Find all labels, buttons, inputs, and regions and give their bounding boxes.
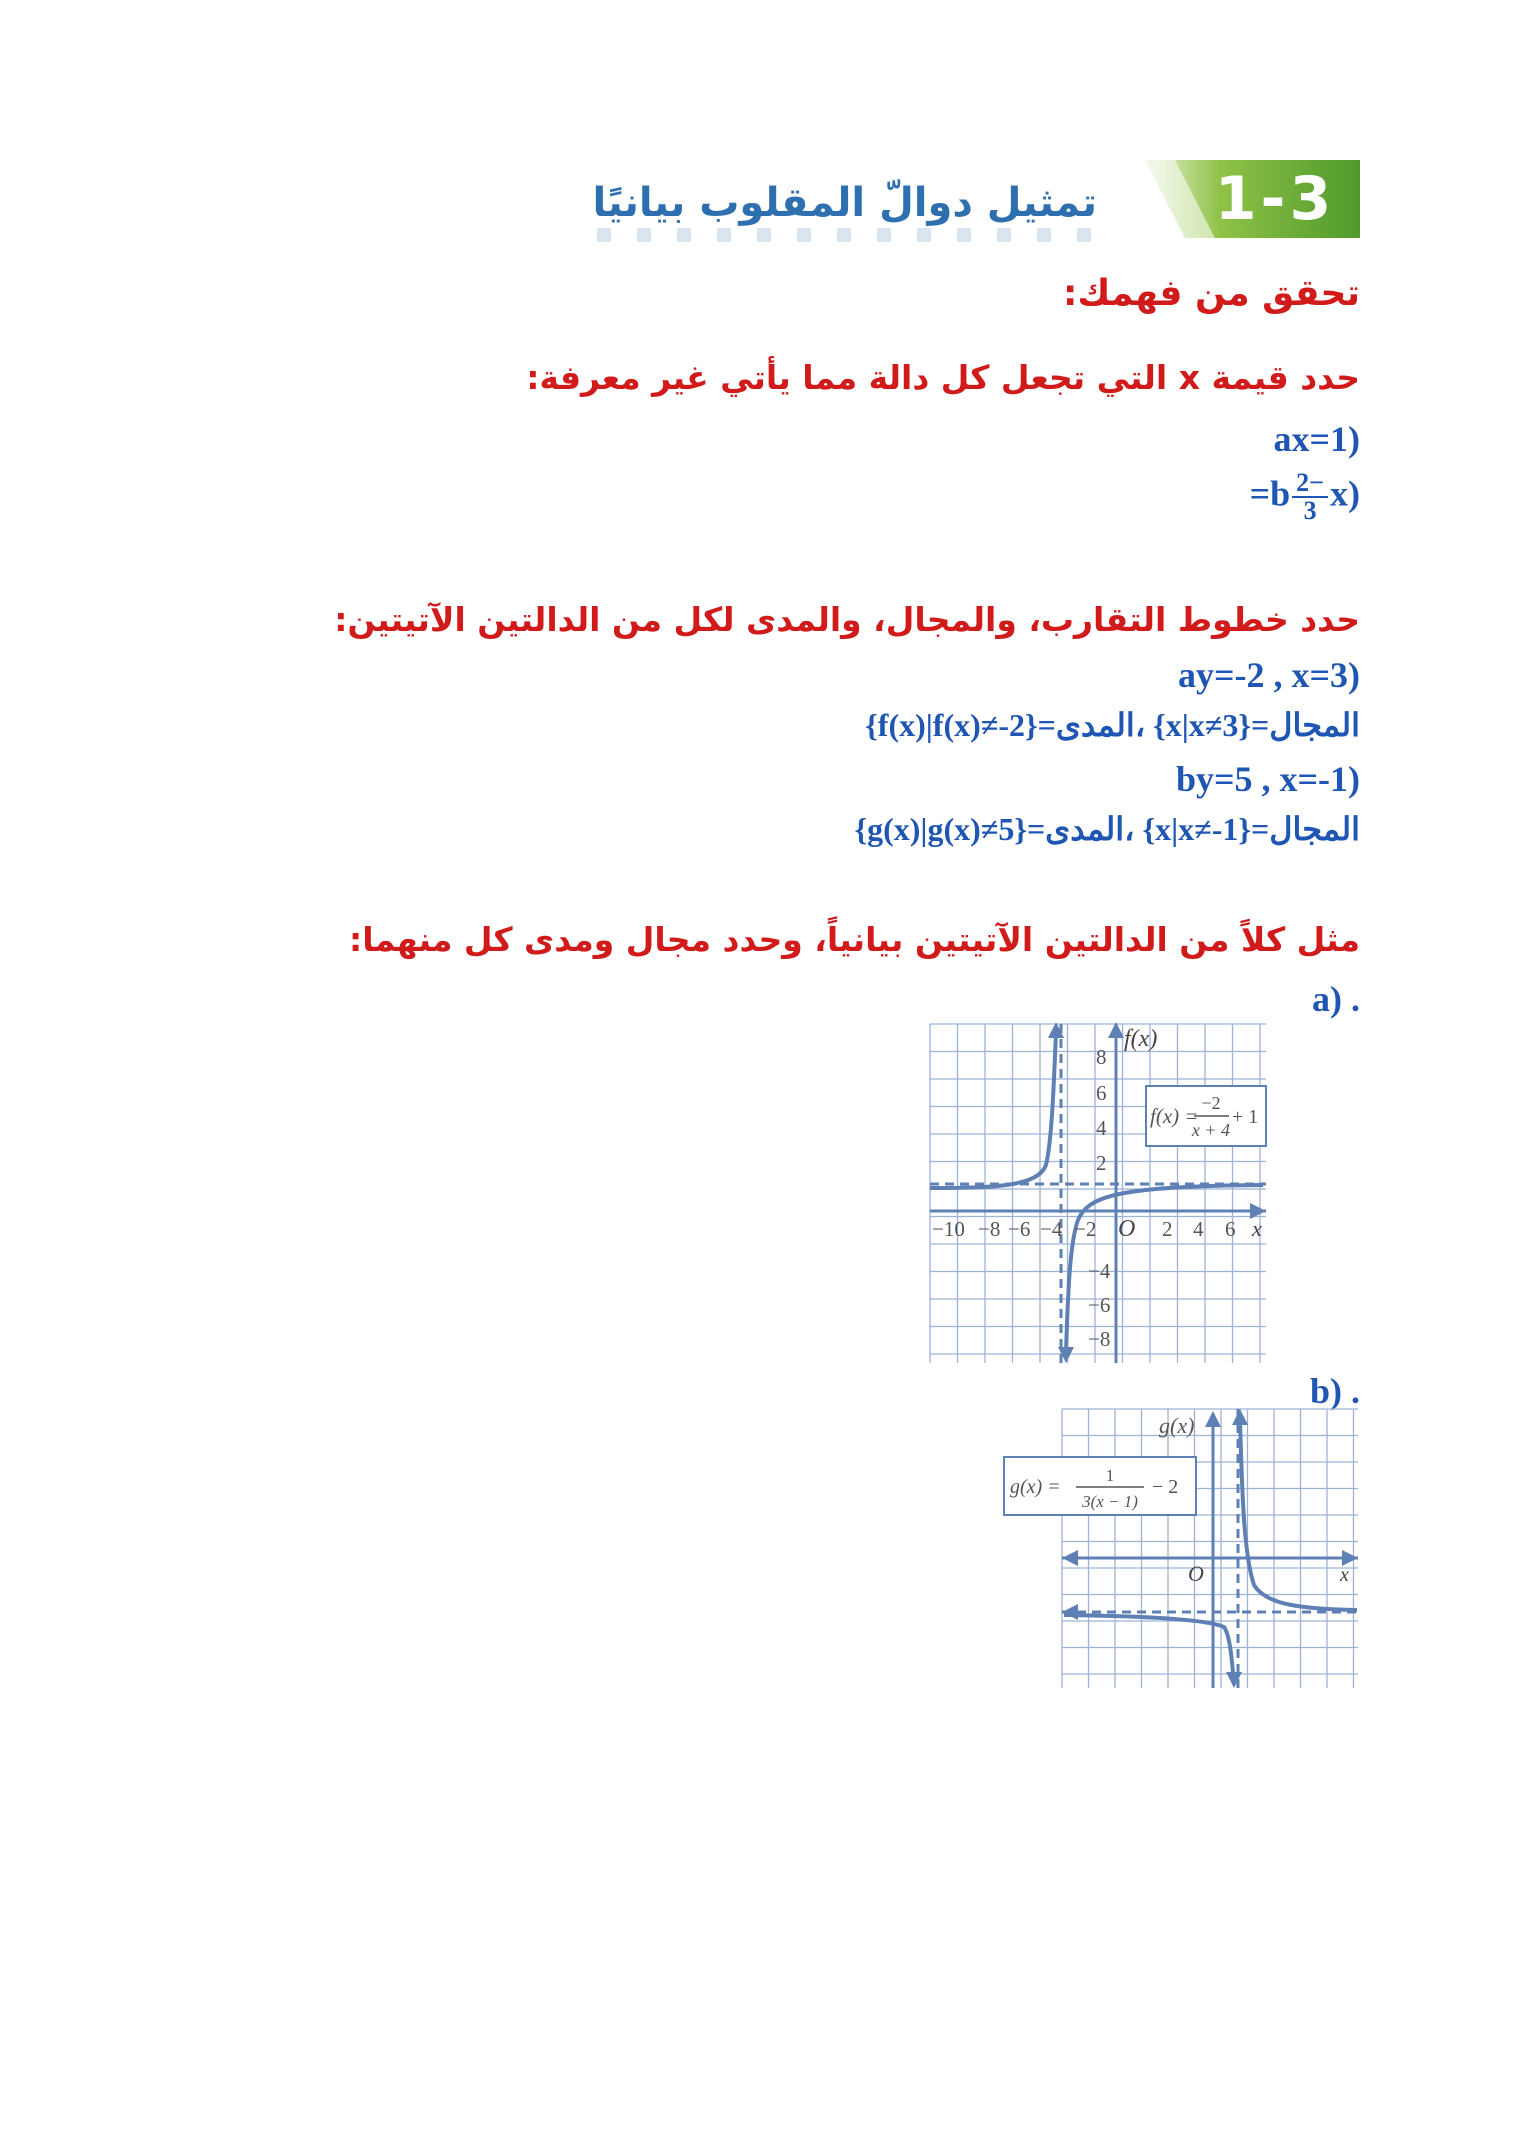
graph-b-arrowhead [1062,1604,1078,1620]
page-title: تمثيل دوالّ المقلوب بيانيًا [592,180,1097,226]
q3-b-label: . (b [1309,1371,1360,1411]
graph-a-x-label: x [1252,1216,1262,1241]
q2-a-value: y=-2 , x=3 [1195,655,1348,695]
lesson-number: 1-3 [1214,164,1336,234]
graph-a-y-label: f(x) [1124,1026,1158,1052]
q1-a-label: (a [1273,419,1360,459]
q1-b-prefix: x= [1249,473,1348,514]
graph-a-eq-num: −2 [1201,1093,1221,1113]
q2-a-answer [1178,654,1360,696]
graph-b-eq-tail: − 2 [1152,1476,1179,1498]
graph-b-grid [1062,1409,1358,1688]
graph-a-tick-x: 2 [1162,1217,1173,1241]
graph-a-tick-y: 4 [1096,1116,1107,1140]
graph-a-tick-x: −10 [932,1217,965,1241]
q1-a-answer [1273,418,1360,460]
graph-b-arrowhead [1062,1550,1078,1566]
graph-a-tick-y: 2 [1096,1151,1107,1175]
graph-b-y-label: g(x) [1159,1413,1195,1438]
graph-b-arrowhead [1232,1409,1248,1425]
q1-a-value: x=1 [1291,419,1348,459]
q1-b-fraction [1292,470,1328,524]
graph-a-eq-lhs: f(x) = [1150,1104,1199,1128]
graph-a-tick-y: −8 [1088,1327,1111,1351]
q1-b-answer [1250,470,1360,524]
graph-b-x-label: x [1340,1564,1349,1586]
graph-b-arrowhead [1226,1672,1242,1688]
graph-a [928,1020,1268,1365]
title-ghost-decoration [597,228,1097,242]
q3-a-label: . (a [1312,979,1360,1019]
q2-a-domain-range: المجال={x|x≠3} ،المدى={f(x)|f(x)≠-2} [865,707,1360,743]
graph-b [1002,1405,1360,1690]
graph-a-tick-x: −2 [1074,1217,1097,1241]
q2-b-domain-range: المجال={x|x≠-1} ،المدى={g(x)|g(x)≠5} [854,811,1360,847]
graph-a-tick-y: −4 [1088,1259,1111,1283]
graph-a-tick-y: 8 [1096,1045,1107,1069]
q2-a-label: (a [1177,655,1360,695]
graph-b-origin-label: O [1188,1561,1204,1586]
graph-b-eq-num: 1 [1105,1466,1115,1485]
section-heading-check: تحقق من فهمك: [1063,273,1360,314]
graph-a-tick-x: −4 [1040,1217,1063,1241]
graph-a-tick-x: −6 [1008,1217,1031,1241]
q3-prompt: مثل كلاً من الدالتين الآتيتين بيانياً، وحدد مجال ومدى كل منهما: [349,920,1360,959]
graph-a-tick-y: 6 [1096,1081,1107,1105]
graph-a-origin-label: O [1118,1216,1136,1242]
graph-a-tick-x: 4 [1193,1217,1204,1241]
q2-b-value: y=5 , x=-1 [1195,759,1348,799]
graph-a-curve-left [930,1032,1056,1188]
q1-b-numerator: −2 [1292,470,1328,498]
graph-a-tick-x: −8 [978,1217,1001,1241]
graph-a-tick-y: −6 [1088,1293,1111,1317]
graph-a-eq-tail: + 1 [1232,1106,1259,1128]
graph-a-eq-den: x + 4 [1191,1120,1231,1140]
q1-b-label: (b [1270,473,1360,514]
graph-b-arrowhead [1205,1411,1221,1427]
graph-b-eq-den: 3(x − 1) [1082,1492,1138,1511]
q1-prompt: حدد قيمة x التي تجعل كل دالة مما يأتي غير معرفة: [526,358,1360,397]
q2-b-label: (b [1175,759,1360,799]
graph-a-tick-x: 6 [1225,1217,1236,1241]
q1-b-denominator: 3 [1303,496,1317,525]
q2-prompt: حدد خطوط التقارب، والمجال، والمدى لكل من الدالتين الآتيتين: [334,600,1360,639]
q2-b-answer [1176,758,1360,800]
graph-b-eq-lhs: g(x) = [1010,1476,1061,1498]
